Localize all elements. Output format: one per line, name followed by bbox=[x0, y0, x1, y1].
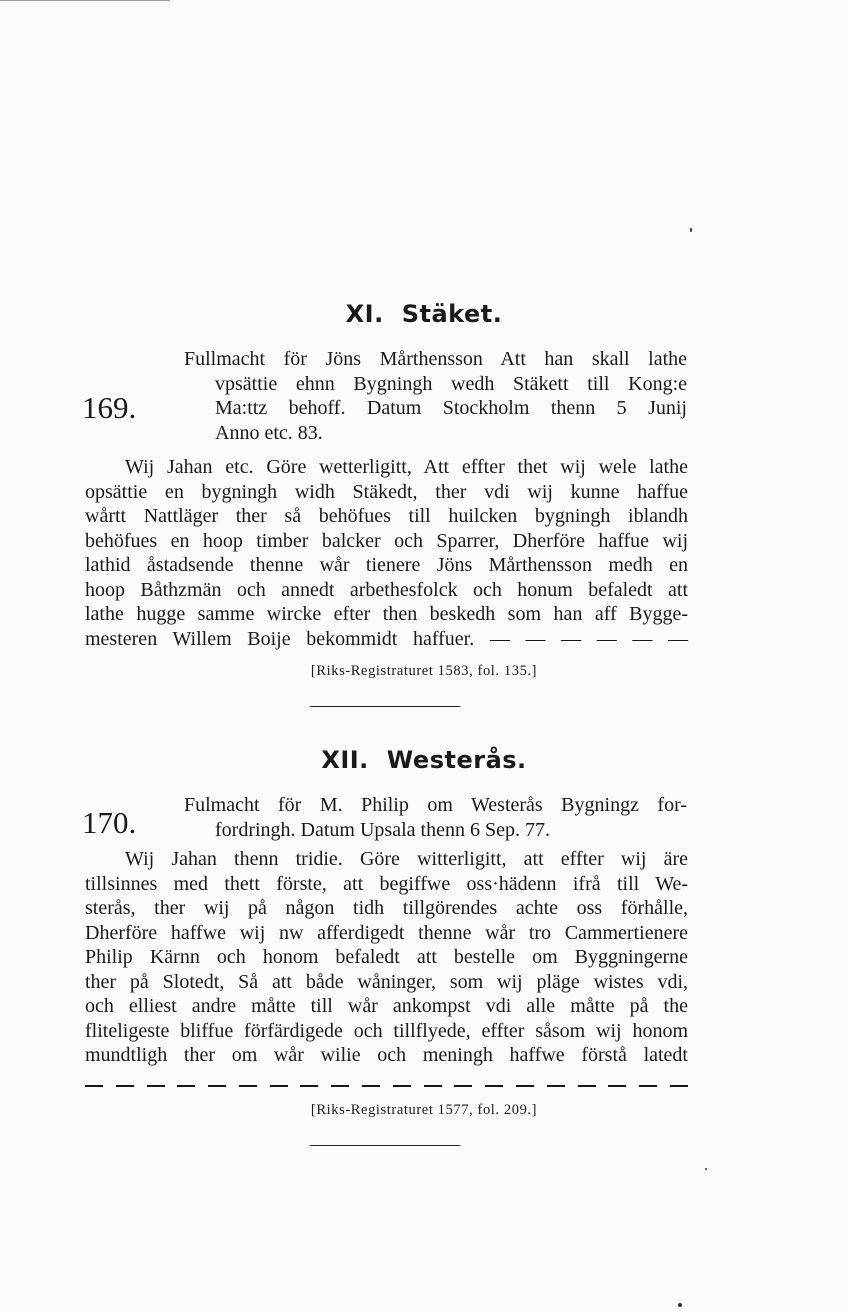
scan-speck bbox=[690, 228, 692, 232]
section-divider bbox=[310, 706, 460, 707]
source-citation-170: [Riks-Registraturet 1577, fol. 209.] bbox=[310, 1102, 538, 1118]
summary-line: Anno etc. 83. bbox=[215, 421, 323, 444]
body-line: Wij Jahan etc. Göre wetterligitt, Att effter thet wij wele lathe bbox=[125, 456, 688, 478]
scan-speck bbox=[705, 1168, 707, 1170]
body-line: fliteligeste bliffue förfärdigede och tillflyede, effter såsom wij honom bbox=[85, 1019, 688, 1042]
body-line: wårtt Nattläger ther så behöfues till huilcken bygningh iblandh bbox=[85, 505, 688, 527]
summary-line: vpsättie ehnn Bygningh wedh Stäkett till Kong:e bbox=[215, 372, 687, 395]
body-line: hoop Båthzmän och annedt arbethesfolck och honum befaledt att bbox=[85, 578, 688, 601]
body-line: Wij Jahan thenn tridie. Göre witterligitt, att effter wij äre bbox=[125, 848, 688, 870]
entry-summary-170 bbox=[184, 793, 687, 842]
body-line: sterås, ther wij på någon tidh tillgörendes achte oss förhålle, bbox=[85, 897, 688, 919]
entry-body-169 bbox=[85, 455, 688, 651]
body-line: och elliest andre måtte till wår ankompst vdi alle måtte på the bbox=[85, 995, 688, 1017]
body-line: tillsinnes med thett förste, att begiffwe oss·hädenn ifrå till We- bbox=[85, 872, 688, 895]
body-line: mesteren Willem Boije bekommidt haffuer. — — — — — — bbox=[85, 627, 688, 650]
summary-line: Fulmacht för M. Philip om Westerås Bygningz for- bbox=[184, 794, 687, 816]
body-line: mundtligh ther om wår wilie och meningh haffwe förstå latedt bbox=[85, 1044, 688, 1066]
section-heading-xi bbox=[0, 300, 848, 328]
summary-line: fordringh. Datum Upsala thenn 6 Sep. 77. bbox=[215, 818, 550, 841]
entry-body-170 bbox=[85, 847, 688, 1068]
summary-line: Ma:ttz behoff. Datum Stockholm thenn 5 Junij bbox=[215, 397, 687, 419]
section-divider bbox=[310, 1145, 460, 1146]
entry-number-170: 170. bbox=[82, 805, 137, 840]
body-line: Dherföre haffwe wij nw afferdigedt thenne wår tro Cammertienere bbox=[85, 921, 688, 944]
section-heading-xii bbox=[0, 746, 848, 774]
body-line: lathe hugge samme wircke efter then beskedh som han aff Bygge- bbox=[85, 603, 688, 625]
body-line: ther på Slotedt, Så att både wåninger, som wij pläge wistes vdi, bbox=[85, 970, 688, 993]
summary-line: Fullmacht för Jöns Mårthensson Att han skall lathe bbox=[184, 348, 687, 370]
body-line: Philip Kärnn och honom befaledt att bestelle om Byggningerne bbox=[85, 946, 688, 968]
body-line: behöfues en hoop timber balcker och Sparrer, Dherföre haffue wij bbox=[85, 529, 688, 552]
source-citation-169: [Riks-Registraturet 1583, fol. 135.] bbox=[310, 663, 538, 679]
body-line: lathid åstadsende thenne wår tienere Jöns Mårthensson medh en bbox=[85, 554, 688, 576]
section-number: XII. bbox=[321, 746, 369, 774]
scan-edge-line bbox=[0, 0, 170, 1]
entry-summary-169 bbox=[184, 347, 687, 445]
body-line: opsättie en bygningh widh Stäkedt, ther vdi wij kunne haffue bbox=[85, 480, 688, 503]
section-number: XI. bbox=[345, 300, 384, 328]
scan-speck bbox=[678, 1303, 682, 1307]
section-title: Westerås. bbox=[386, 746, 527, 774]
section-title: Stäket. bbox=[401, 300, 503, 328]
dash-line bbox=[85, 1085, 688, 1087]
entry-number-169: 169. bbox=[82, 390, 137, 425]
